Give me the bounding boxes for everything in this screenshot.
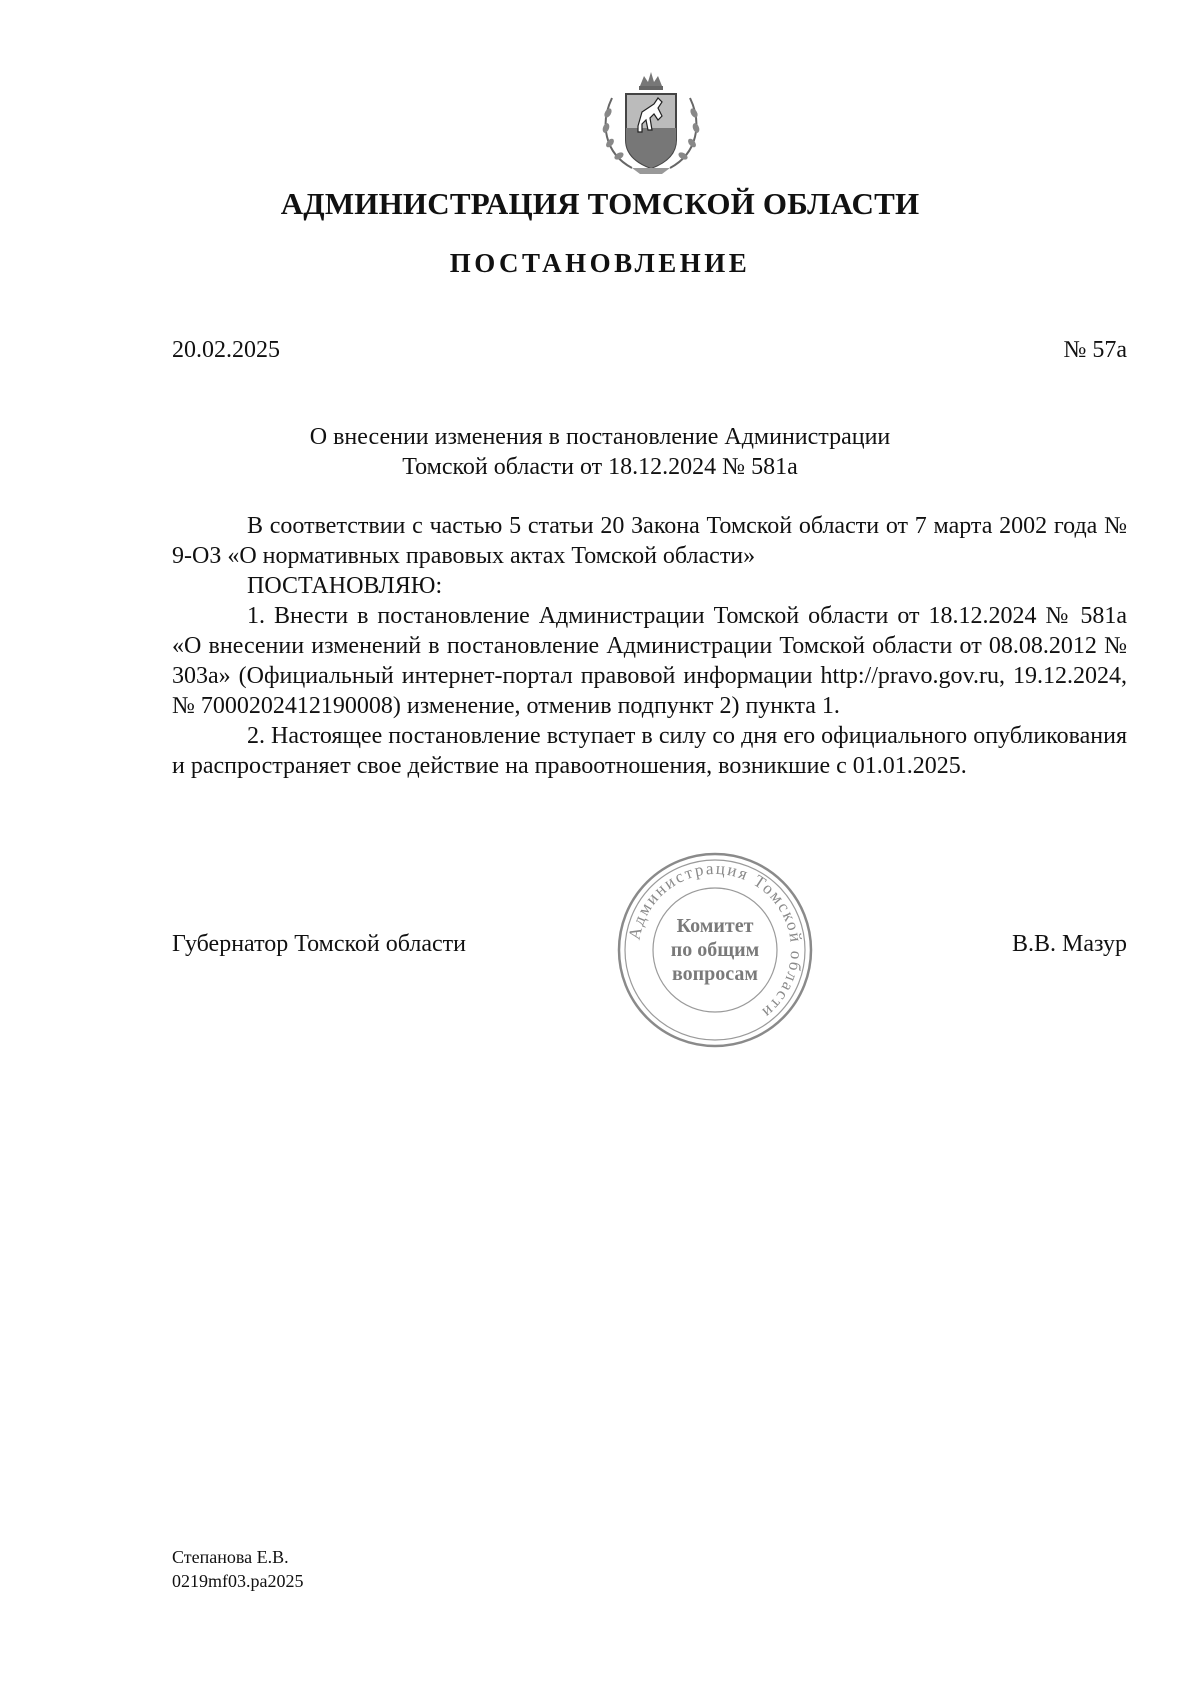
- official-stamp: [615, 850, 815, 1050]
- stamp-center-line-1: Комитет: [676, 915, 754, 937]
- subject-line-2: Томской области от 18.12.2024 № 581а: [402, 454, 798, 480]
- item-2-paragraph: 2. Настоящее постановление вступает в силу со дня его официального опубликования и распространяет свое действие на правоотношения, возникшие с 01.01.2025.: [172, 723, 1127, 779]
- document-type: ПОСТАНОВЛЕНИЕ: [449, 248, 751, 278]
- decree-word: ПОСТАНОВЛЯЮ:: [247, 573, 443, 599]
- document-code: 0219mf03.pa2025: [172, 1571, 304, 1591]
- stamp-center-line-2: по общим: [670, 939, 760, 961]
- signatory-name: В.В. Мазур: [1012, 931, 1127, 957]
- signatory-title: Губернатор Томской области: [172, 931, 466, 957]
- coat-of-arms-icon: [592, 68, 710, 178]
- organization-title: АДМИНИСТРАЦИЯ ТОМСКОЙ ОБЛАСТИ: [280, 186, 920, 221]
- document-body: [172, 511, 1127, 781]
- item-1-paragraph: 1. Внести в постановление Администрации Томской области от 18.12.2024 № 581а «О внесении изменений в постановление Администрации Томской области от 08.08.2012 № 303а» (Официальный интернет-портал правовой информации http://pravo.gov.ru, 19.12.2024, № 7000202412190008) изменение, отменив подпункт 2) пункта 1.: [172, 603, 1127, 719]
- stamp-center-line-3: вопросам: [671, 963, 759, 985]
- document-subject: [200, 422, 1000, 482]
- preamble-paragraph: В соответствии с частью 5 статьи 20 Закона Томской области от 7 марта 2002 года № 9-ОЗ «О нормативных правовых актах Томской области»: [172, 513, 1127, 569]
- document-number: № 57а: [1063, 337, 1127, 363]
- document-date: 20.02.2025: [172, 337, 280, 363]
- stamp-ring-text: Администрация Томской области: [624, 858, 807, 1024]
- footer: [172, 1545, 303, 1593]
- executor-name: Степанова Е.В.: [172, 1547, 289, 1567]
- subject-line-1: О внесении изменения в постановление Администрации: [309, 424, 891, 450]
